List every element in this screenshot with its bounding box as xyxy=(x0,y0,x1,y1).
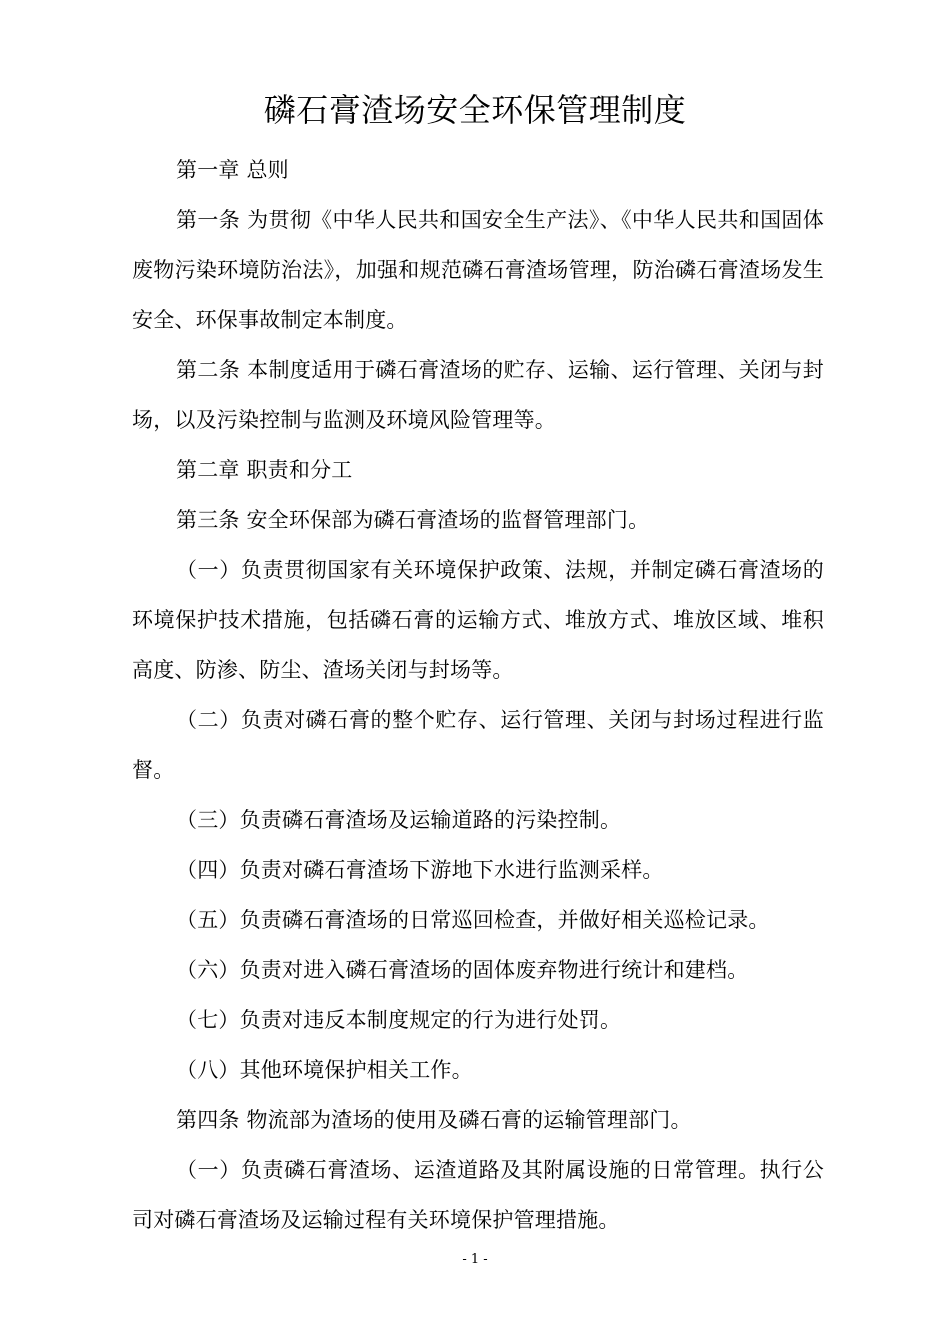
article-paragraph: 第三条 安全环保部为磷石膏渣场的监督管理部门。 xyxy=(176,508,650,532)
list-item-paragraph: （七）负责对违反本制度规定的行为进行处罚。 xyxy=(176,1008,622,1032)
page-number: - 1 - xyxy=(462,1252,488,1267)
list-item-paragraph: （四）负责对磷石膏渣场下游地下水进行监测采样。 xyxy=(176,858,664,882)
document-body xyxy=(132,145,824,1245)
list-item-paragraph: （八）其他环境保护相关工作。 xyxy=(176,1058,473,1082)
list-item-paragraph: （六）负责对进入磷石膏渣场的固体废弃物进行统计和建档。 xyxy=(176,958,749,982)
list-item-paragraph: （一）负责磷石膏渣场、运渣道路及其附属设施的日常管理。执行公司对磷石膏渣场及运输过程有关环境保护管理措施。 xyxy=(132,1158,824,1232)
article-paragraph: 第一条 为贯彻《中华人民共和国安全生产法》、《中华人民共和国固体废物污染环境防治法》，加强和规范磷石膏渣场管理，防治磷石膏渣场发生安全、环保事故制定本制度。 xyxy=(132,208,824,332)
article-paragraph: 第四条 物流部为渣场的使用及磷石膏的运输管理部门。 xyxy=(176,1108,692,1132)
list-item-paragraph: （一）负责贯彻国家有关环境保护政策、法规，并制定磷石膏渣场的环境保护技术措施，包括磷石膏的运输方式、堆放方式、堆放区域、堆积高度、防渗、防尘、渣场关闭与封场等。 xyxy=(132,558,824,682)
chapter-heading: 第二章 职责和分工 xyxy=(176,458,353,482)
chapter-heading: 第一章 总则 xyxy=(176,158,289,182)
list-item-paragraph: （五）负责磷石膏渣场的日常巡回检查，并做好相关巡检记录。 xyxy=(176,908,770,932)
document-title: 磷石膏渣场安全环保管理制度 xyxy=(263,91,687,129)
list-item-paragraph: （二）负责对磷石膏的整个贮存、运行管理、关闭与封场过程进行监督。 xyxy=(132,708,824,782)
article-paragraph: 第二条 本制度适用于磷石膏渣场的贮存、运输、运行管理、关闭与封场，以及污染控制与监测及环境风险管理等。 xyxy=(132,358,824,432)
list-item-paragraph: （三）负责磷石膏渣场及运输道路的污染控制。 xyxy=(176,808,622,832)
